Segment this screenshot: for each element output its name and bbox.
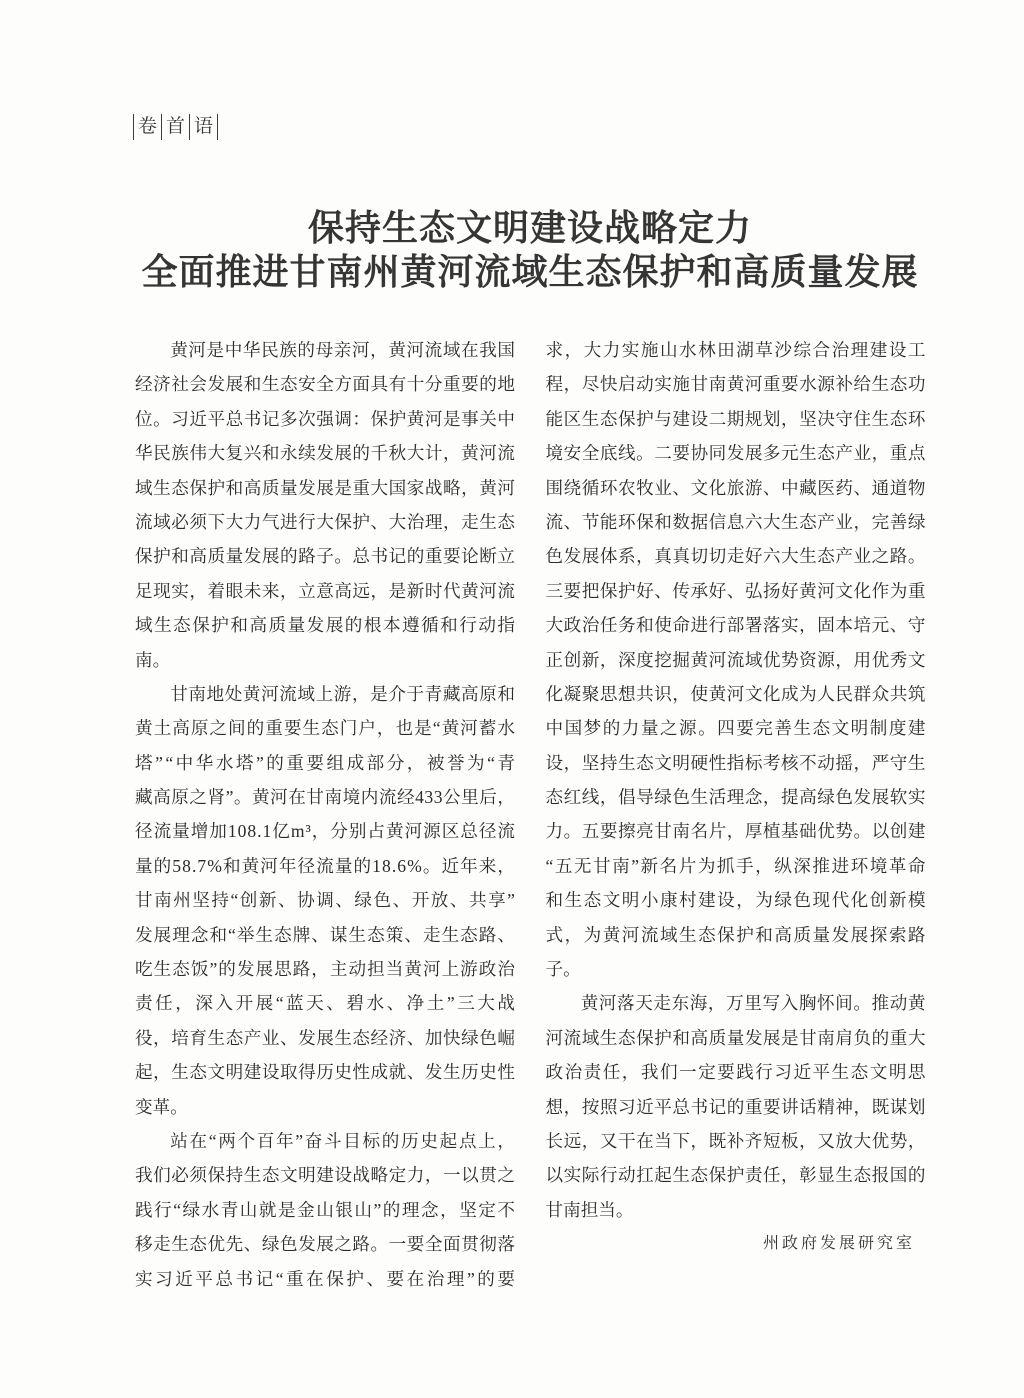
- article-title-line: 保持生态文明建设战略定力: [307, 208, 752, 248]
- article-title: [135, 206, 925, 294]
- article-line: 化凝聚思想共识，使黄河文化成为人民群众共筑: [545, 683, 927, 704]
- article-line: 正创新，深度挖掘黄河流域优势资源，用优秀文: [545, 649, 927, 670]
- article-line: 境安全底线。二要协同发展多元生态产业，重点: [545, 443, 927, 464]
- article-line: 役，培育生态产业、发展生态经济、加快绿色崛: [135, 1027, 516, 1048]
- section-label-char: 卷: [133, 114, 161, 140]
- article-line: 围绕循环农牧业、文化旅游、中藏医药、通道物: [545, 477, 927, 498]
- article-paragraph: [135, 677, 518, 1124]
- article-line: 践行“绿水青山就是金山银山”的理念，坚定不: [135, 1199, 517, 1220]
- article-line: 量的58.7%和黄河年径流量的18.6%。近年来，: [135, 855, 517, 876]
- article-line: 力。五要擦亮甘南名片，厚植基础优势。以创建: [545, 821, 927, 842]
- article-line: 流域必须下大力气进行大保护、大治理，走生态: [135, 511, 516, 532]
- article-line: 三要把保护好、传承好、弘扬好黄河文化作为重: [545, 580, 927, 601]
- article-line: 藏高原之肾”。黄河在甘南境内流经433公里后，: [135, 787, 516, 808]
- article-line: “五无甘南”新名片为抓手，纵深推进环境革命: [545, 855, 927, 876]
- article-body: [135, 333, 925, 1299]
- article-line: 经济社会发展和生态安全方面具有十分重要的地: [135, 374, 516, 395]
- article-line: 华民族伟大复兴和永续发展的千秋大计，黄河流: [135, 443, 516, 464]
- article-line: 求，大力实施山水林田湖草沙综合治理建设工: [545, 340, 927, 360]
- article-line: 甘南地处黄河流域上游，是介于青藏高原和: [170, 683, 516, 704]
- article-line: 黄土高原之间的重要生态门户，也是“黄河蓄水: [135, 718, 517, 739]
- article-line: 黄河落天走东海，万里写入胸怀间。推动黄: [580, 993, 927, 1014]
- article-line: 态红线，倡导绿色生活理念，提高绿色发展软实: [545, 787, 927, 808]
- article-line: 位。习近平总书记多次强调：保护黄河是事关中: [135, 408, 516, 429]
- article-line: 我们必须保持生态文明建设战略定力，一以贯之: [135, 1165, 516, 1186]
- article-line: 移走生态优先、绿色发展之路。一要全面贯彻落: [135, 1234, 516, 1255]
- article-paragraph: [546, 986, 926, 1227]
- article-line: 中国梦的力量之源。四要完善生态文明制度建: [545, 718, 927, 739]
- article-line: 保护和高质量发展的路子。总书记的重要论断立: [135, 546, 516, 567]
- article-line: 以实际行动扛起生态保护责任，彰显生态报国的: [545, 1165, 927, 1186]
- article-line: 责任，深入开展“蓝天、碧水、净土”三大战: [135, 993, 518, 1014]
- article-line: 政治责任，我们一定要践行习近平生态文明思: [545, 1062, 927, 1083]
- article-line: 流、节能环保和数据信息六大生态产业，完善绿: [545, 511, 927, 532]
- article-line: 色发展体系，真真切切走好六大生态产业之路。: [545, 546, 927, 567]
- article-line: 实习近平总书记“重在保护、要在治理”的要: [135, 1268, 518, 1289]
- article-line: 域生态保护和高质量发展是重大国家战略，黄河: [135, 477, 516, 498]
- article-line: 甘南州坚持“创新、协调、绿色、开放、共享”: [135, 890, 517, 911]
- article-line: 设，坚持生态文明硬性指标考核不动摇，严守生: [545, 752, 927, 773]
- section-label: [133, 114, 218, 140]
- article-line: 程，尽快启动实施甘南黄河重要水源补给生态功: [545, 374, 927, 395]
- article-line: 大政治任务和使命进行部署落实，固本培元、守: [545, 615, 927, 636]
- article-line: 域生态保护和高质量发展的根本遵循和行动指: [135, 615, 517, 636]
- article-line: 变革。: [135, 1096, 188, 1117]
- article-title-line: 全面推进甘南州黄河流域生态保护和高质量发展: [141, 252, 919, 292]
- author-signature: 州政府发展研究室: [762, 1235, 915, 1253]
- article-paragraph: [135, 333, 515, 677]
- article-line: 站在“两个百年”奋斗目标的历史起点上，: [170, 1130, 517, 1151]
- article-line: 黄河是中华民族的母亲河，黄河流域在我国: [170, 340, 516, 360]
- article-line: 河流域生态保护和高质量发展是甘南肩负的重大: [545, 1027, 927, 1048]
- article-line: 长远，又干在当下，既补齐短板，又放大优势，: [545, 1130, 927, 1151]
- article-line: 足现实，着眼未来，立意高远，是新时代黄河流: [135, 580, 516, 601]
- article-line: 式，为黄河流域生态保护和高质量发展探索路: [545, 924, 927, 945]
- article-line: 发展理念和“举生态牌、谋生态策、走生态路、: [135, 924, 517, 945]
- article-line: 子。: [545, 959, 581, 980]
- article-line: 南。: [135, 649, 171, 670]
- section-label-char: 语: [189, 114, 217, 140]
- article-line: 能区生态保护与建设二期规划，坚决守住生态环: [545, 408, 927, 429]
- article-line: 吃生态饭”的发展思路，主动担当黄河上游政治: [135, 959, 517, 980]
- article-line: 径流量增加108.1亿m³，分别占黄河源区总径流: [135, 821, 516, 842]
- article-line: 和生态文明小康村建设，为绿色现代化创新模: [545, 890, 927, 911]
- article-line: 甘南担当。: [545, 1199, 634, 1220]
- article-line: 起，生态文明建设取得历史性成就、发生历史性: [135, 1062, 516, 1083]
- article-line: 想，按照习近平总书记的重要讲话精神，既谋划: [545, 1096, 927, 1117]
- section-label-char: 首: [161, 114, 189, 140]
- article-line: 塔”“中华水塔”的重要组成部分，被誉为“青: [135, 752, 518, 773]
